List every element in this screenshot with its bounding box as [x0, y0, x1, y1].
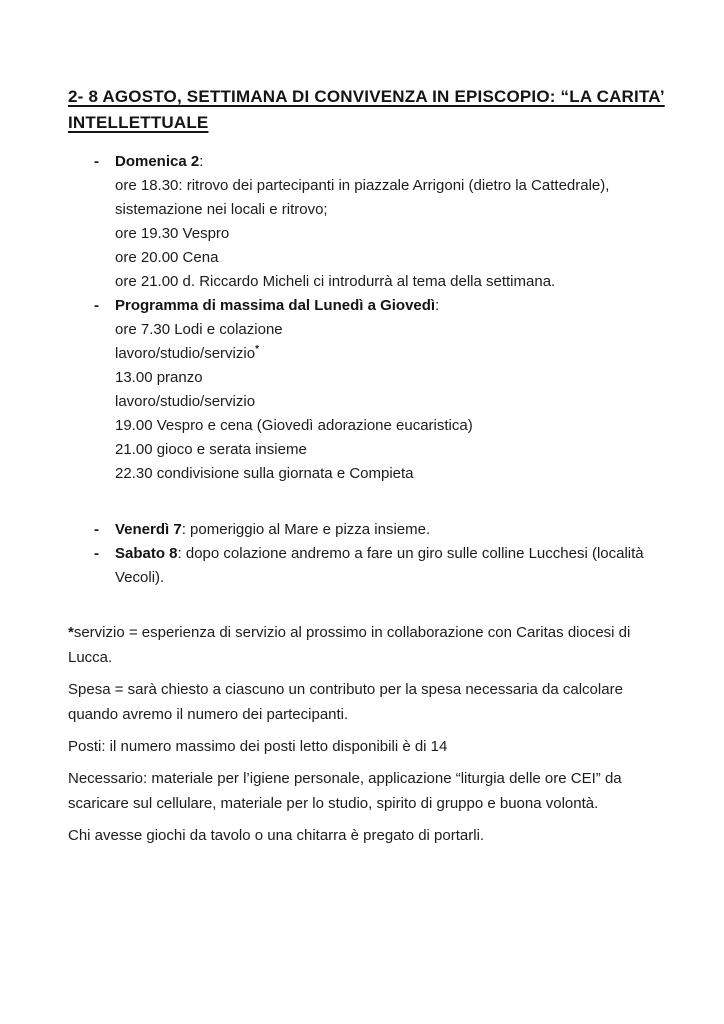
- footnotes: [68, 620, 666, 848]
- note-posti: [68, 734, 666, 759]
- list-item-content: [115, 518, 430, 542]
- note-servizio: [68, 620, 666, 670]
- section-heading-inline: [115, 518, 430, 542]
- schedule-line: 22.30 condivisione sulla giornata e Compieta: [115, 465, 414, 482]
- page-title-line-2: INTELLETTUALE: [68, 113, 209, 132]
- note-spesa: [68, 677, 666, 727]
- list-item-content: [115, 294, 473, 486]
- schedule-line: 21.00 gioco e serata insieme: [115, 441, 307, 458]
- list-item-content: [115, 150, 666, 294]
- note-text: Posti: il numero massimo dei posti letto disponibili è di 14: [68, 738, 448, 755]
- section-separator: :: [181, 521, 191, 538]
- schedule-list: [68, 150, 666, 590]
- section-text: dopo colazione andremo a fare un giro sulle colline Lucchesi (località Vecoli).: [115, 545, 644, 586]
- schedule-line: ore 20.00 Cena: [115, 249, 219, 266]
- schedule-line: ore 19.30 Vespro: [115, 225, 230, 242]
- note-text: Spesa = sarà chiesto a ciascuno un contributo per la spesa necessaria da calcolare quando avremo il numero dei partecipanti.: [68, 681, 623, 723]
- note-text: servizio = esperienza di servizio al prossimo in collaborazione con Caritas diocesi di Lucca.: [68, 624, 631, 666]
- bullet-dash: -: [94, 297, 99, 314]
- footnote-asterisk: *: [255, 344, 259, 355]
- bullet-dash: -: [94, 153, 99, 170]
- section-text: pomeriggio al Mare e pizza insieme.: [190, 521, 431, 538]
- note-text: Necessario: materiale per l’igiene personale, applicazione “liturgia delle ore CEI” da scaricare sul cellulare, materiale per lo studio, spirito di gruppo e buona volontà.: [68, 770, 622, 812]
- schedule-line: ore 7.30 Lodi e colazione: [115, 321, 283, 338]
- section-label: Sabato 8: [115, 545, 178, 562]
- bullet-dash: -: [94, 521, 99, 538]
- schedule-line-text: lavoro/studio/servizio: [115, 345, 256, 362]
- schedule-line: 19.00 Vespro e cena (Giovedì adorazione eucaristica): [115, 417, 473, 434]
- list-item-programma: [68, 294, 666, 486]
- section-separator: :: [199, 153, 204, 170]
- schedule-line: 13.00 pranzo: [115, 369, 203, 386]
- section-label: Venerdì 7: [115, 521, 182, 538]
- section-heading: [115, 150, 666, 174]
- note-text: Chi avesse giochi da tavolo o una chitarra è pregato di portarli.: [68, 827, 485, 844]
- page-title-line-1: 2- 8 AGOSTO, SETTIMANA DI CONVIVENZA IN EPISCOPIO: “LA CARITA’: [68, 87, 665, 106]
- note-giochi: [68, 823, 666, 848]
- section-heading-inline: [115, 542, 666, 590]
- list-item-sabato: [68, 542, 666, 590]
- footnote-asterisk: *: [68, 624, 74, 641]
- bullet-dash: -: [94, 545, 99, 562]
- list-item-domenica: [68, 150, 666, 294]
- page-title: [68, 84, 666, 136]
- section-separator: :: [177, 545, 186, 562]
- section-heading: [115, 294, 473, 318]
- list-item-venerdi: [68, 518, 666, 542]
- section-label: Domenica 2: [115, 153, 200, 170]
- schedule-line: lavoro/studio/servizio: [115, 393, 256, 410]
- section-label: Programma di massima dal Lunedì a Giovedì: [115, 297, 436, 314]
- list-item-content: [115, 542, 666, 590]
- schedule-line: ore 18.30: ritrovo dei partecipanti in piazzale Arrigoni (dietro la Cattedrale), sistemazione nei locali e ritrovo;: [115, 177, 610, 218]
- schedule-line-with-footnote: [115, 342, 473, 366]
- section-separator: :: [435, 297, 440, 314]
- note-necessario: [68, 766, 666, 816]
- schedule-line: ore 21.00 d. Riccardo Micheli ci introdurrà al tema della settimana.: [115, 273, 556, 290]
